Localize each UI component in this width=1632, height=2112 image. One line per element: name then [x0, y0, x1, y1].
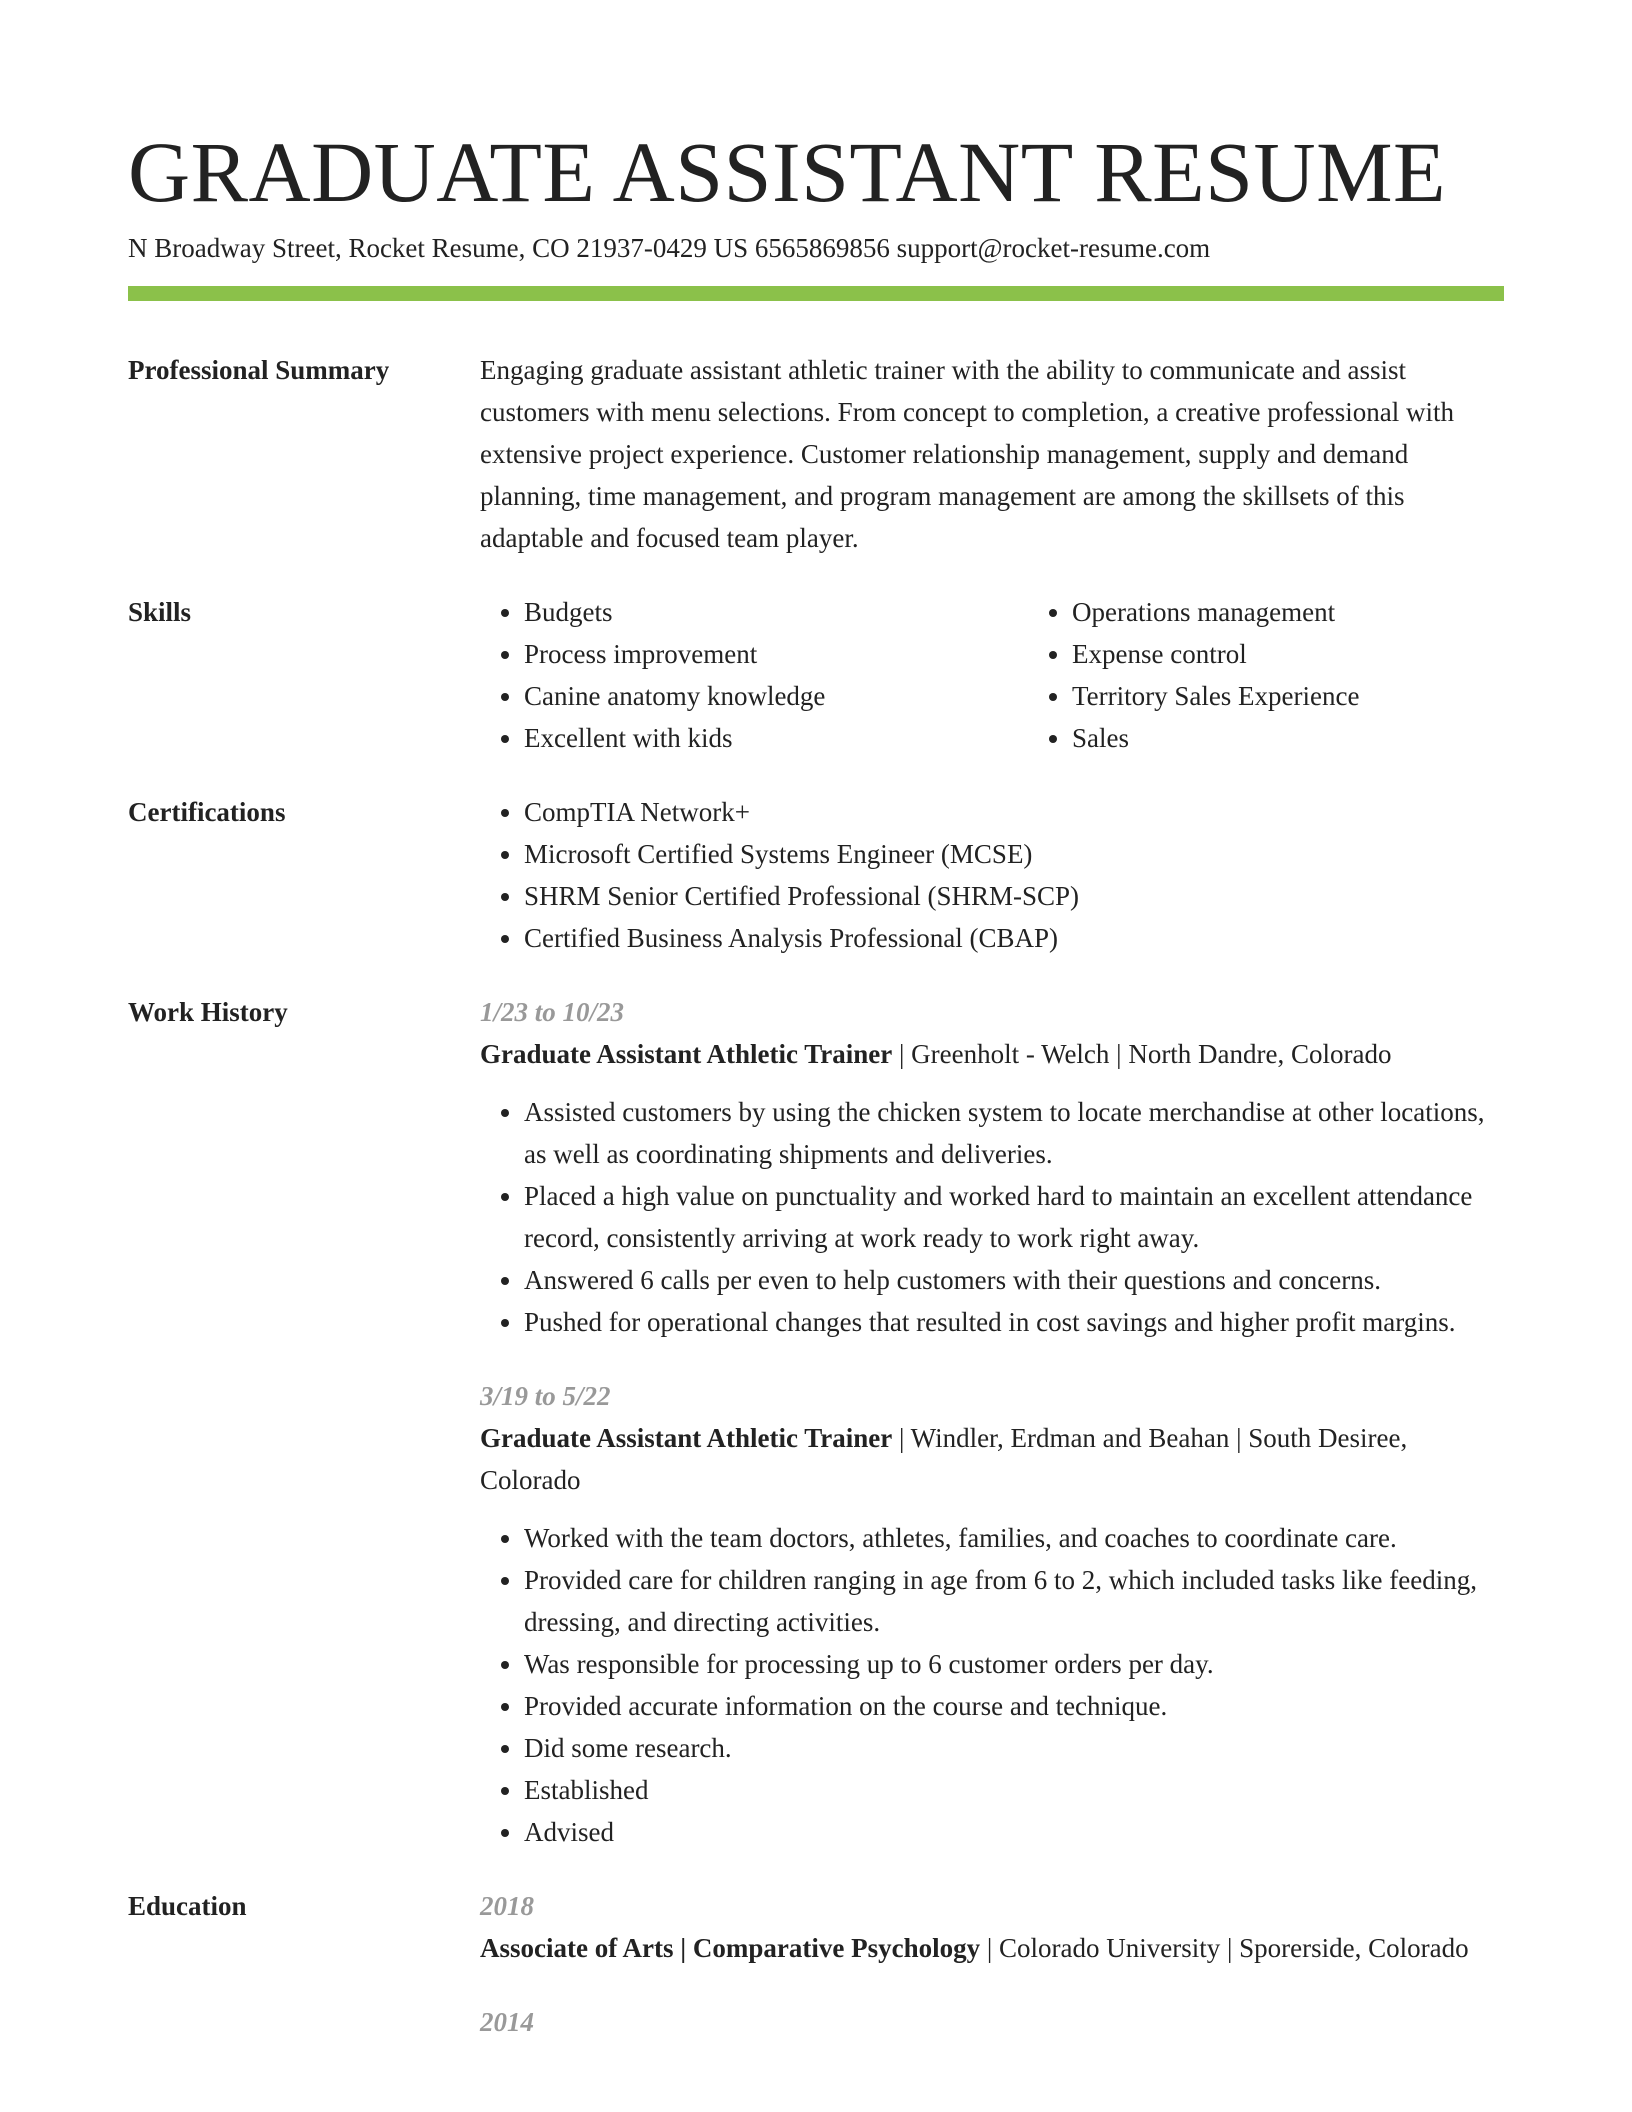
job-duty-item: • Was responsible for processing up to 6 customer orders per day. — [524, 1643, 1504, 1685]
summary-heading: Professional Summary — [128, 355, 390, 385]
education-degree: Associate of Arts | Comparative Psychology — [480, 1933, 981, 1963]
skills-list-right — [1028, 591, 1576, 759]
education-entry — [480, 1885, 1504, 1969]
education-entry — [480, 2001, 1504, 2043]
certification-item: • Microsoft Certified Systems Engineer (MCSE) — [524, 833, 1504, 875]
skill-item: • Territory Sales Experience — [1072, 675, 1576, 717]
accent-divider — [128, 286, 1504, 301]
job-duties — [480, 1091, 1504, 1343]
certification-item: • SHRM Senior Certified Professional (SHRM-SCP) — [524, 875, 1504, 917]
job-duty-item: • Did some research. — [524, 1727, 1504, 1769]
job-heading — [480, 1033, 1504, 1075]
skills-list-left — [480, 591, 1028, 759]
summary-section — [128, 349, 1504, 559]
certification-item: • CompTIA Network+ — [524, 791, 1504, 833]
job-heading — [480, 1417, 1504, 1501]
certifications-section — [128, 791, 1504, 959]
job-duties — [480, 1517, 1504, 1853]
skill-item: • Expense control — [1072, 633, 1576, 675]
job-entry — [480, 1375, 1504, 1853]
job-duty-item: • Assisted customers by using the chicken system to locate merchandise at other locations, as well as coordinating shipments and deliveries. — [524, 1091, 1504, 1175]
education-heading-line — [480, 1927, 1504, 1969]
job-title: Graduate Assistant Athletic Trainer — [480, 1423, 893, 1453]
job-title: Graduate Assistant Athletic Trainer — [480, 1039, 893, 1069]
education-section — [128, 1885, 1504, 2043]
skill-item: • Operations management — [1072, 591, 1576, 633]
job-duty-item: • Placed a high value on punctuality and worked hard to maintain an excellent attendance record, consistently arriving at work ready to work right away. — [524, 1175, 1504, 1259]
job-employer-location: | Windler, Erdman and Beahan | South Desiree, Colorado — [480, 1423, 1408, 1495]
job-entry — [480, 991, 1504, 1343]
job-employer-location: | Greenholt - Welch | North Dandre, Colorado — [892, 1039, 1392, 1069]
summary-text: Engaging graduate assistant athletic trainer with the ability to communicate and assist customers with menu selections. From concept to completion, a creative professional with extensive project experience. Customer relationship management, supply and demand planning, time management, and program management are among the skillsets of this adaptable and focused team player. — [480, 355, 1455, 553]
job-duty-item: • Provided care for children ranging in age from 6 to 2, which included tasks like feeding, dressing, and directing activities. — [524, 1559, 1504, 1643]
skill-item: • Canine anatomy knowledge — [524, 675, 1028, 717]
certification-item: • Certified Business Analysis Professional (CBAP) — [524, 917, 1504, 959]
job-duty-item: • Established — [524, 1769, 1504, 1811]
work-history-heading: Work History — [128, 997, 288, 1027]
resume-body — [128, 349, 1504, 2075]
education-year: 2018 — [480, 1891, 534, 1921]
skills-heading: Skills — [128, 597, 192, 627]
job-duty-item: • Pushed for operational changes that resulted in cost savings and higher profit margins. — [524, 1301, 1504, 1343]
work-history-section — [128, 991, 1504, 1853]
job-duty-item: • Provided accurate information on the course and technique. — [524, 1685, 1504, 1727]
job-duty-item: • Advised — [524, 1811, 1504, 1853]
job-dates: 3/19 to 5/22 — [480, 1381, 611, 1411]
job-duty-item: • Worked with the team doctors, athletes, families, and coaches to coordinate care. — [524, 1517, 1504, 1559]
resume-title: GRADUATE ASSISTANT RESUME — [128, 124, 1447, 220]
skill-item: • Excellent with kids — [524, 717, 1028, 759]
job-dates: 1/23 to 10/23 — [480, 997, 625, 1027]
skills-section — [128, 591, 1504, 759]
contact-line: N Broadway Street, Rocket Resume, CO 21937-0429 US 6565869856 support@rocket-resume.com — [128, 233, 1211, 263]
skill-item: • Sales — [1072, 717, 1576, 759]
certifications-list — [480, 791, 1504, 959]
job-duty-item: • Answered 6 calls per even to help customers with their questions and concerns. — [524, 1259, 1504, 1301]
certifications-heading: Certifications — [128, 797, 286, 827]
education-heading: Education — [128, 1891, 247, 1921]
skill-item: • Budgets — [524, 591, 1028, 633]
education-year: 2014 — [480, 2007, 534, 2037]
education-school-location: | Colorado University | Sporerside, Colorado — [980, 1933, 1469, 1963]
skill-item: • Process improvement — [524, 633, 1028, 675]
